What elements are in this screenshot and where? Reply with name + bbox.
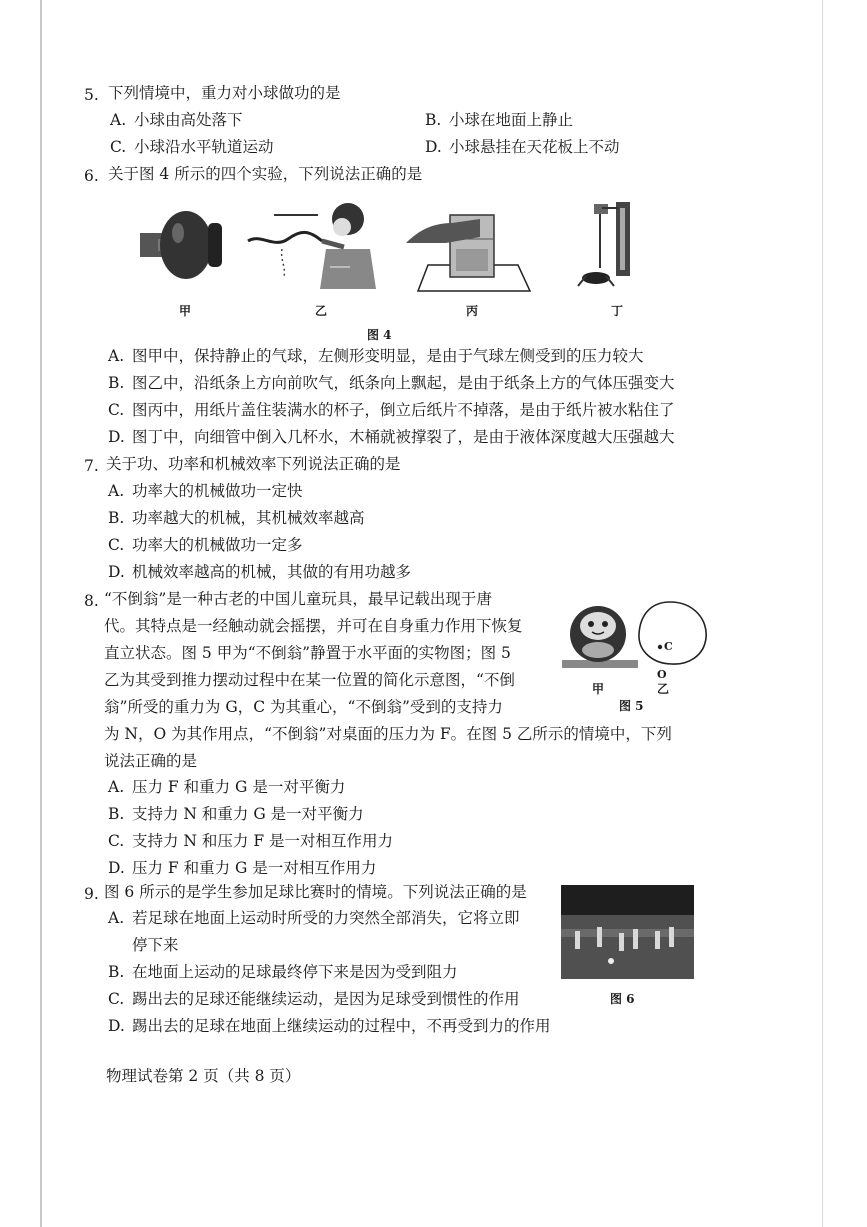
figure-label-c: C (664, 640, 673, 653)
figure-label-yi: 乙 (315, 304, 328, 318)
question-number: 9. (84, 885, 99, 903)
option-text: 支持力 N 和压力 F 是一对相互作用力 (132, 832, 394, 850)
option-text: 功率大的机械做功一定快 (132, 482, 303, 500)
figure-4-barrel (568, 198, 634, 290)
question-stem-line: “不倒翁”是一种古老的中国儿童玩具，最早记载出现于唐 (104, 590, 492, 608)
figure-label-ding: 丁 (611, 304, 624, 318)
figure-4-balloon (140, 205, 225, 290)
question-stem-line: 为 N，O 为其作用点，“不倒翁”对桌面的压力为 F。在图 5 乙所示的情境中，下列 (104, 725, 672, 743)
question-stem-line: 代。其特点是一经触动就会摇摆，并可在自身重力作用下恢复 (104, 617, 523, 635)
figure-label-jia: 甲 (592, 682, 605, 696)
option-label: C. (108, 401, 125, 419)
option-text: 图甲中，保持静止的气球，左侧形变明显，是由于气球左侧受到的压力较大 (132, 347, 644, 365)
option-label: B. (108, 374, 125, 392)
option-text: 小球在地面上静止 (449, 111, 574, 129)
option-label: B. (108, 805, 125, 823)
question-number: 7. (84, 457, 99, 475)
option-label: D. (108, 428, 125, 446)
figure-caption: 图 6 (610, 992, 635, 1006)
option-text: 小球沿水平轨道运动 (134, 138, 274, 156)
option-text: 机械效率越高的机械，其做的有用功越多 (132, 563, 412, 581)
option-label: A. (110, 111, 127, 129)
figure-label-yi: 乙 (657, 682, 670, 696)
question-stem-line: 说法正确的是 (104, 752, 198, 770)
option-text: 在地面上运动的足球最终停下来是因为受到阻力 (132, 963, 458, 981)
option-label: A. (108, 347, 125, 365)
scan-edge-line (40, 0, 42, 1227)
figure-6-football-photo (561, 885, 694, 979)
figure-label-o: O (657, 668, 667, 681)
question-number: 5. (84, 86, 99, 104)
option-label: C. (108, 990, 125, 1008)
option-label: A. (108, 778, 125, 796)
option-label: D. (108, 563, 125, 581)
scan-edge-line (822, 0, 823, 1227)
option-label: D. (108, 859, 125, 877)
figure-4-cup (406, 209, 534, 293)
option-label: C. (110, 138, 127, 156)
option-text: 压力 F 和重力 G 是一对平衡力 (132, 778, 346, 796)
question-number: 6. (84, 167, 99, 185)
option-label: A. (108, 909, 125, 927)
figure-5-tumbler-diagram (636, 598, 712, 668)
figure-caption: 图 4 (367, 328, 392, 342)
option-label: B. (108, 963, 125, 981)
question-stem: 关于图 4 所示的四个实验，下列说法正确的是 (108, 165, 423, 183)
option-text: 踢出去的足球在地面上继续运动的过程中，不再受到力的作用 (132, 1017, 551, 1035)
figure-caption: 图 5 (619, 699, 644, 713)
option-text: 功率大的机械做功一定多 (132, 536, 303, 554)
question-stem: 下列情境中，重力对小球做功的是 (108, 84, 341, 102)
question-stem: 图 6 所示的是学生参加足球比赛时的情境。下列说法正确的是 (104, 883, 527, 901)
option-label: D. (425, 138, 442, 156)
page-footer: 物理试卷第 2 页（共 8 页） (106, 1067, 301, 1085)
question-stem-line: 乙为其受到推力摆动过程中在某一位置的简化示意图，“不倒 (104, 671, 515, 689)
figure-label-jia: 甲 (179, 304, 192, 318)
option-text-line: 停下来 (132, 936, 179, 954)
option-text: 压力 F 和重力 G 是一对相互作用力 (132, 859, 377, 877)
option-label: B. (108, 509, 125, 527)
option-text: 小球悬挂在天花板上不动 (449, 138, 620, 156)
option-text: 功率越大的机械，其机械效率越高 (132, 509, 365, 527)
option-text: 小球由高处落下 (134, 111, 243, 129)
option-text: 图丁中，向细管中倒入几杯水，木桶就被撑裂了，是由于液体深度越大压强越大 (132, 428, 675, 446)
figure-4-paper-strip (246, 197, 378, 289)
option-text-line: 若足球在地面上运动时所受的力突然全部消失，它将立即 (132, 909, 520, 927)
option-label: B. (425, 111, 442, 129)
figure-5-tumbler-photo (562, 598, 638, 668)
option-label: D. (108, 1017, 125, 1035)
option-text: 图乙中，沿纸条上方向前吹气，纸条向上飘起，是由于纸条上方的气体压强变大 (132, 374, 675, 392)
option-text: 支持力 N 和重力 G 是一对平衡力 (132, 805, 364, 823)
question-stem: 关于功、功率和机械效率下列说法正确的是 (106, 455, 401, 473)
option-label: C. (108, 536, 125, 554)
option-label: A. (108, 482, 125, 500)
question-stem-line: 直立状态。图 5 甲为“不倒翁”静置于水平面的实物图；图 5 (104, 644, 511, 662)
question-number: 8. (84, 592, 99, 610)
option-label: C. (108, 832, 125, 850)
option-text: 图丙中，用纸片盖住装满水的杯子，倒立后纸片不掉落，是由于纸片被水粘住了 (132, 401, 675, 419)
figure-label-bing: 丙 (466, 304, 479, 318)
question-stem-line: 翁”所受的重力为 G，C 为其重心，“不倒翁”受到的支持力 (104, 698, 503, 716)
option-text: 踢出去的足球还能继续运动，是因为足球受到惯性的作用 (132, 990, 520, 1008)
